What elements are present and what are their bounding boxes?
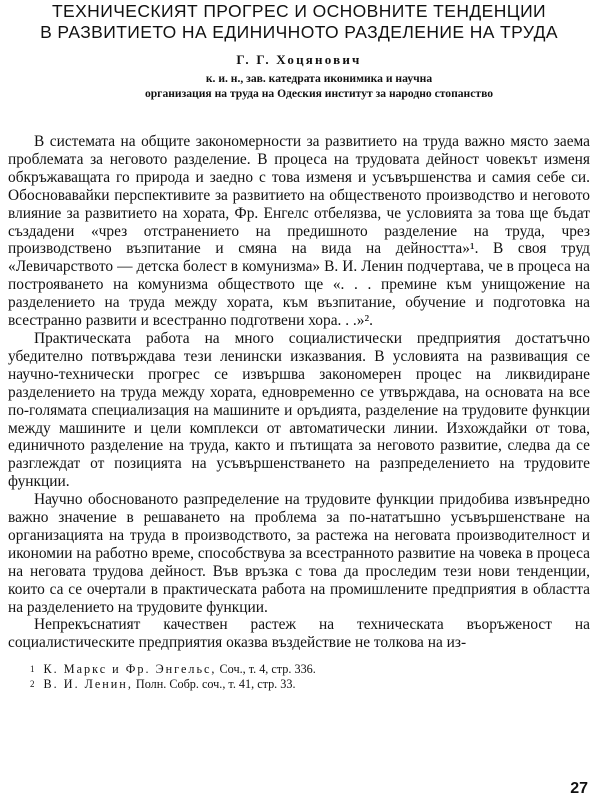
footnotes (8, 662, 590, 692)
affiliation-line-2: организация на труда на Одеския институт за народно стопанство (144, 87, 494, 100)
author-name: Г. Г. Хоцянович (236, 52, 362, 67)
body-paragraph-4: Непрекъснатият качествен растеж на техническата въоръженост на социалистическите предприятия оказва въздействие не толкова на из- (8, 616, 590, 652)
page-number: 27 (570, 780, 588, 797)
author-affiliation (8, 71, 590, 101)
footnote-2 (30, 677, 590, 692)
footnote-2-marker: 2 (30, 679, 35, 690)
body-paragraph-2: Практическата работа на много социалистически предприятия достатъчно убедително потвърждава тези ленински изказвания. В условията на развиващия се научно-технически прогрес се извършва закономерен процес на ликвидиране разделението на труда между хората, едновременно се утвърждава, на основата на все по-голямата специализация на машините и оръдията, разделение на трудовите функции между машините и цели комплекси от автоматически линии. Изхождайки от това, единичното разделение на труда, както и пътищата за неговото развитие, следва да се разглеждат от позицията на усъвършенстването на разпределението на трудовите функции. (8, 329, 590, 491)
footnote-1-source: Соч., т. 4, стр. 336. (219, 662, 316, 677)
article-title-line-2: В РАЗВИТИЕТО НА ЕДИНИЧНОТО РАЗДЕЛЕНИЕ НА ТРУДА (40, 22, 558, 42)
body-paragraph-1: В системата на общите закономерности за развитието на труда важно място заема проблемата за неговото разделение. В процеса на трудовата дейност човекът изменя обкръжаващата го природа и заедно с това изменя и усъвършенства и самия себе си. Обосновавайки перспективите за развитието на общественото производство и неговото влияние за развитието на хората, Фр. Енгелс отбелязва, че условията за това ще бъдат създадени «чрез отстранението на предишното разделение на труда, чрез производствено възпитание и смяна на вида на дейността»¹. В своя труд «Левичарството — детска болест в комунизма» В. И. Ленин подчертава, че в процеса на построяването на комунизма обществото ще «. . . премине към унищожение на разделението на труда между хората, към възпитание, обучение и подготовка на всестранно развити и всестранно подготвени хора. . .»². (8, 133, 590, 330)
footnote-1-marker: 1 (30, 664, 35, 675)
footnote-2-author: В. И. Ленин, (43, 677, 133, 692)
body-paragraph-3: Научно обоснованото разпределение на трудовите функции придобива извънредно важно значение в решаването на проблема за по-нататъшно усъвършенстване на организацията на труда в производството, за растежа на неговата производителност и икономии на работно време, способствува за всестранното развитие на човека в процеса на неговата трудова дейност. Във връзка с това да проследим тези нови тенденции, които са се очертали в практическата работа на промишлените предприятия в областта на разделението на трудовите функции. (8, 491, 590, 616)
footnote-1 (30, 662, 590, 677)
article-body (8, 133, 590, 652)
footnote-1-author: К. Маркс и Фр. Энгельс, (43, 662, 217, 677)
article-title-line-1: ТЕХНИЧЕСКИЯТ ПРОГРЕС И ОСНОВНИТЕ ТЕНДЕНЦИИ (51, 1, 547, 21)
footnote-2-source: Полн. Собр. соч., т. 41, стр. 33. (135, 677, 296, 692)
affiliation-line-1: к. и. н., зав. катедрата иконимика и научна (205, 72, 433, 85)
